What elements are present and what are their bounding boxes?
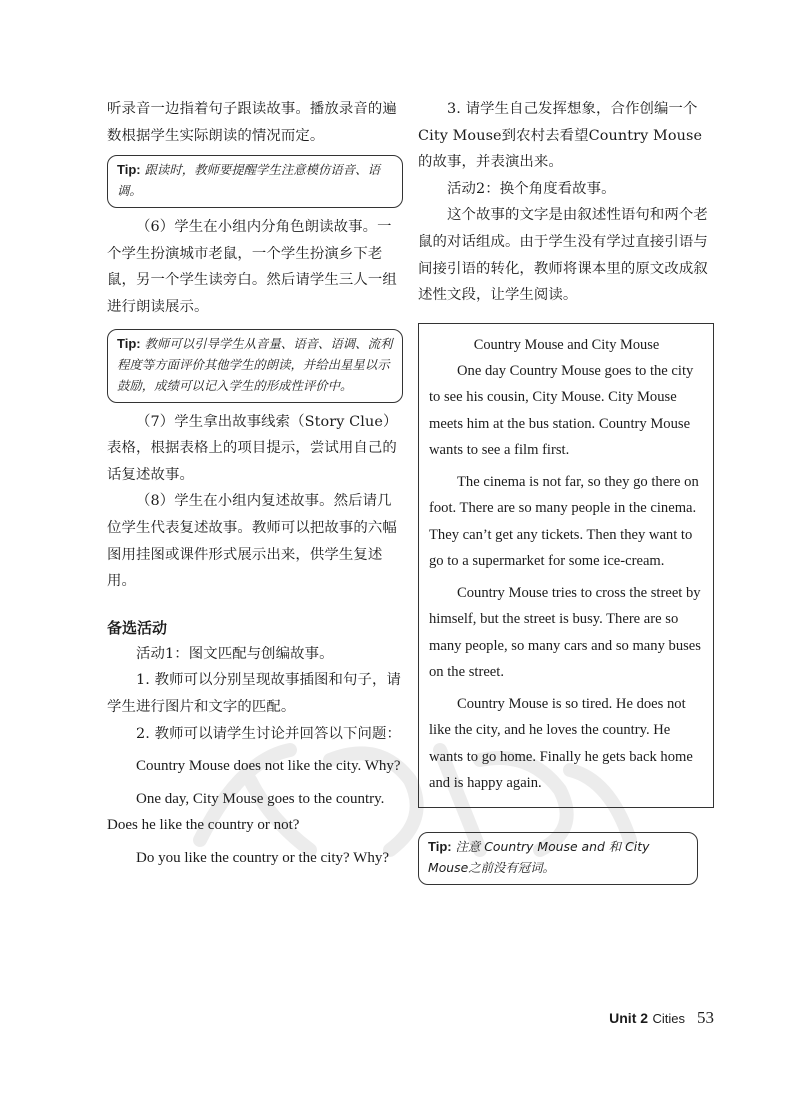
paragraph-narrative-intro: 这个故事的文字是由叙述性语句和两个老鼠的对话组成。由于学生没有学过直接引语与间接引语的转化，教师将课本里的原文改成叙述性文段，让学生阅读。: [418, 207, 708, 304]
story-paragraph: One day Country Mouse goes to the city to see his cousin, City Mouse. City Mouse meets him at the bus station. Country Mouse wants to see a film first.: [429, 362, 694, 459]
activity-1-item-1: 1. 教师可以分别呈现故事插图和句子，请学生进行图片和文字的匹配。: [107, 672, 401, 715]
tip-text: 注意 Country Mouse and 和 City Mouse之前没有冠词。: [428, 838, 650, 875]
story-paragraph: The cinema is not far, so they go there on foot. There are so many people in the cinema. They can’t get any tickets. Then they want to go to a supermarket for some ice-cream.: [429, 473, 699, 570]
activity-1-item-3: 3. 请学生自己发挥想象，合作创编一个City Mouse到农村去看望Country Mouse的故事，并表演出来。: [418, 101, 703, 171]
paragraph-listen: 听录音一边指着句子跟读故事。播放录音的遍数根据学生实际朗读的情况而定。: [107, 101, 397, 144]
page-number: 53: [697, 1008, 714, 1027]
tip-label: Tip:: [428, 838, 452, 854]
story-box: [418, 323, 714, 808]
right-column: [418, 96, 714, 885]
question-2: One day, City Mouse goes to the country. Does he like the country or not?: [107, 790, 385, 834]
tip-box-evaluation: [107, 329, 403, 403]
story-title: Country Mouse and City Mouse: [473, 336, 660, 353]
tip-text: 跟读时，教师要提醒学生注意模仿语音、语调。: [117, 162, 380, 199]
question-3: Do you like the country or the city? Why?: [136, 849, 389, 866]
story-paragraph: Country Mouse is so tired. He does not like the city, and he loves the country. He wants to go home. Finally he gets back home and is happy again.: [429, 695, 693, 792]
section-heading: 备选活动: [107, 618, 168, 637]
page-footer: [609, 1008, 714, 1028]
story-paragraph: Country Mouse tries to cross the street by himself, but the street is busy. There are so many people, so many cars and so many buses on the street.: [429, 584, 701, 681]
activity-2-title: 活动2：换个角度看故事。: [447, 180, 616, 197]
paragraph-step-6: （6）学生在小组内分角色朗读故事。一个学生扮演城市老鼠，一个学生扮演乡下老鼠，另一个学生读旁白。然后请学生三人一组进行朗读展示。: [107, 219, 397, 315]
left-column: [107, 96, 403, 871]
tip-box-articles: [418, 832, 698, 885]
activity-1-title: 活动1：图文匹配与创编故事。: [136, 645, 334, 662]
tip-label: Tip:: [117, 162, 141, 178]
unit-label: Unit 2 Cities: [609, 1010, 685, 1026]
tip-text: 教师可以引导学生从音量、语音、语调、流利程度等方面评价其他学生的朗读，并给出星星以示鼓励，成绩可以记入学生的形成性评价中。: [117, 335, 393, 393]
tip-box-follow-reading: [107, 155, 403, 208]
question-1: Country Mouse does not like the city. Why?: [136, 758, 401, 775]
activity-1-item-2: 2. 教师可以请学生讨论并回答以下问题：: [136, 725, 401, 742]
paragraph-step-8: （8）学生在小组内复述故事。然后请几位学生代表复述故事。教师可以把故事的六幅图用挂图或课件形式展示出来，供学生复述用。: [107, 493, 397, 590]
tip-label: Tip:: [117, 335, 141, 351]
paragraph-step-7: （7）学生拿出故事线索（Story Clue）表格，根据表格上的项目提示，尝试用自己的话复述故事。: [107, 413, 398, 483]
